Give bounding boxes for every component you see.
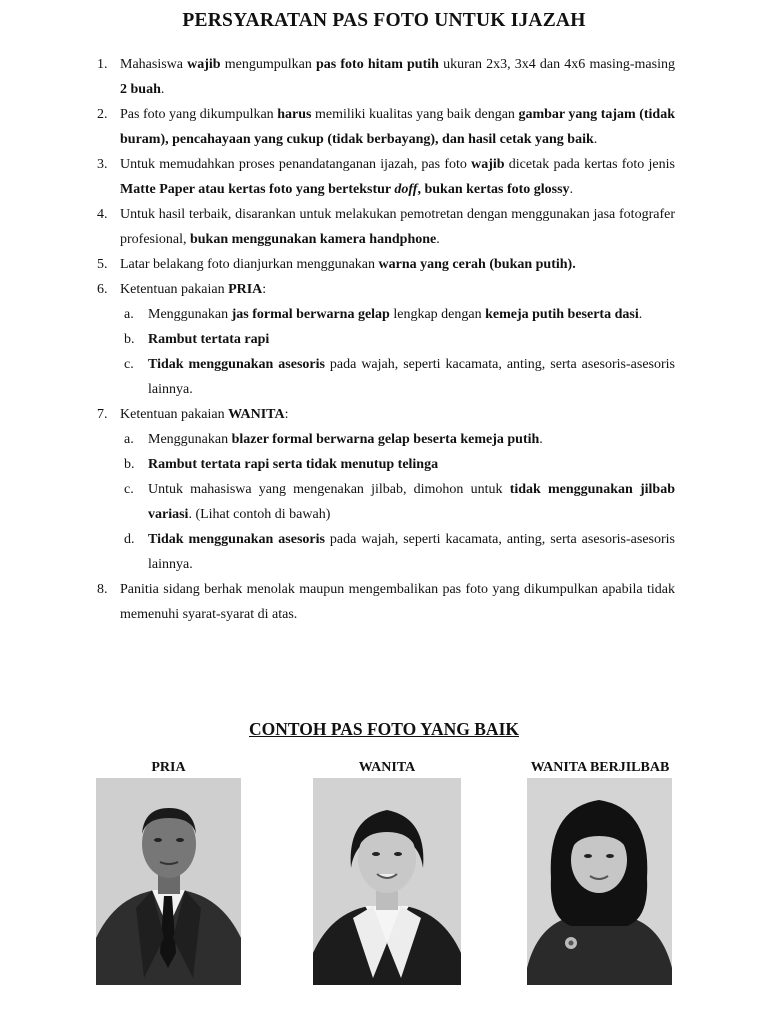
text-segment: 2 buah	[120, 82, 161, 97]
text-segment: .	[569, 182, 574, 197]
sub-requirement-item	[120, 527, 675, 577]
text-segment: . (Lihat contoh di bawah)	[188, 507, 331, 522]
sub-requirement-letter: c.	[124, 482, 134, 497]
requirement-number: 5.	[97, 257, 108, 272]
requirement-item	[92, 277, 675, 402]
sub-requirement-item	[120, 327, 675, 352]
text-segment: jas formal berwarna gelap	[231, 307, 390, 322]
requirements-list	[92, 52, 675, 627]
text-segment: , bukan kertas foto glossy	[417, 182, 570, 197]
sub-requirement-letter: d.	[124, 532, 135, 547]
sub-requirement-item	[120, 452, 675, 477]
text-segment: Pas foto yang dikumpulkan	[120, 107, 278, 122]
text-segment: Latar belakang foto dianjurkan menggunakan	[120, 257, 379, 272]
text-segment: .	[638, 307, 643, 322]
requirement-text	[120, 577, 675, 627]
text-segment: wajib	[471, 157, 505, 172]
requirement-item	[92, 52, 675, 102]
requirement-item	[92, 102, 675, 152]
text-segment: pada wajah, seperti kacamata, anting, serta asesoris-asesoris lainnya.	[148, 357, 675, 397]
requirement-item	[92, 202, 675, 252]
photo-wanita	[313, 778, 461, 985]
requirement-number: 6.	[97, 282, 108, 297]
text-segment: tidak menggunakan jilbab variasi	[148, 482, 675, 522]
requirement-item	[92, 402, 675, 577]
sub-requirement-item	[120, 477, 675, 527]
requirement-text	[120, 52, 675, 102]
sub-requirement-text	[148, 352, 675, 402]
requirement-text	[120, 402, 675, 427]
examples-heading: CONTOH PAS FOTO YANG BAIK	[248, 719, 519, 739]
text-segment: Menggunakan	[148, 307, 232, 322]
requirement-number: 8.	[97, 582, 108, 597]
sub-requirement-item	[120, 427, 675, 452]
text-segment: mengumpulkan	[220, 57, 316, 72]
text-segment: Mahasiswa	[120, 57, 188, 72]
sub-requirement-list	[120, 302, 675, 402]
text-segment: Rambut tertata rapi	[148, 332, 270, 347]
text-segment: :	[284, 407, 289, 422]
requirement-number: 1.	[97, 57, 108, 72]
text-segment: PRIA	[228, 282, 263, 297]
requirement-text	[120, 102, 675, 152]
sub-requirement-text	[148, 452, 675, 477]
requirement-text	[120, 152, 675, 202]
page-title: PERSYARATAN PAS FOTO UNTUK IJAZAH	[182, 10, 586, 31]
text-segment: Untuk mahasiswa yang mengenakan jilbab, dimohon untuk	[148, 482, 510, 497]
sub-requirement-text	[148, 477, 675, 527]
text-segment: WANITA	[228, 407, 285, 422]
sub-requirement-text	[148, 302, 675, 327]
photo-label-wanita: WANITA	[358, 760, 416, 775]
sub-requirement-list	[120, 427, 675, 577]
sub-requirement-letter: a.	[124, 432, 134, 447]
requirement-text	[120, 277, 675, 302]
text-segment: Matte Paper atau kertas foto yang bertekstur	[120, 182, 395, 197]
text-segment: Untuk memudahkan proses penandatanganan ijazah, pas foto	[120, 157, 472, 172]
text-segment: .	[539, 432, 543, 447]
requirement-item	[92, 577, 675, 627]
text-segment: kemeja putih beserta dasi	[485, 307, 639, 322]
requirement-item	[92, 252, 675, 277]
sub-requirement-item	[120, 352, 675, 402]
text-segment: pada wajah, seperti kacamata, anting, serta asesoris-asesoris lainnya.	[148, 532, 675, 572]
requirement-text	[120, 202, 675, 252]
text-segment: bukan menggunakan kamera handphone	[189, 232, 437, 247]
text-segment: wajib	[187, 57, 221, 72]
requirement-item	[92, 152, 675, 202]
sub-requirement-text	[148, 527, 675, 577]
text-segment: Untuk hasil terbaik, disarankan untuk melakukan pemotretan dengan menggunakan jasa fotografer profesional,	[120, 207, 675, 247]
sub-requirement-letter: c.	[124, 357, 134, 372]
requirement-text	[120, 252, 675, 277]
sub-requirement-letter: b.	[124, 457, 135, 472]
text-segment: Ketentuan pakaian	[120, 407, 229, 422]
requirement-number: 7.	[97, 407, 108, 422]
text-segment: blazer formal berwarna gelap beserta kemeja putih	[231, 432, 540, 447]
photo-wanita-berjilbab	[527, 778, 672, 985]
text-segment: Rambut tertata rapi serta tidak menutup telinga	[148, 457, 439, 472]
text-segment: Tidak menggunakan asesoris	[148, 532, 325, 547]
photo-label-pria: PRIA	[151, 760, 186, 775]
sub-requirement-item	[120, 302, 675, 327]
text-segment: gambar yang tajam (tidak buram), pencahayaan yang cukup (tidak berbayang), dan hasil cetak yang baik	[120, 107, 676, 147]
text-segment: Menggunakan	[148, 432, 232, 447]
photo-pria	[96, 778, 241, 985]
text-segment: harus	[277, 107, 312, 122]
text-segment: :	[262, 282, 267, 297]
requirement-number: 4.	[97, 207, 108, 222]
text-segment: doff	[394, 182, 418, 197]
text-segment: .	[160, 82, 165, 97]
sub-requirement-text	[148, 327, 675, 352]
text-segment: ukuran 2x3, 3x4 dan 4x6 masing-masing	[438, 57, 675, 72]
sub-requirement-letter: b.	[124, 332, 135, 347]
text-segment: memiliki kualitas yang baik dengan	[311, 107, 519, 122]
text-segment: warna yang cerah (bukan putih).	[378, 257, 576, 272]
text-segment: .	[593, 132, 598, 147]
sub-requirement-text	[148, 427, 675, 452]
text-segment: Tidak menggunakan asesoris	[148, 357, 325, 372]
sub-requirement-letter: a.	[124, 307, 134, 322]
text-segment: Panitia sidang berhak menolak maupun mengembalikan pas foto yang dikumpulkan apabila tidak memenuhi syarat-syarat di atas.	[120, 582, 675, 622]
text-segment: lengkap dengan	[389, 307, 486, 322]
requirement-number: 2.	[97, 107, 108, 122]
text-segment: Ketentuan pakaian	[120, 282, 229, 297]
requirement-number: 3.	[97, 157, 108, 172]
photo-label-wanita-berjilbab: WANITA BERJILBAB	[530, 760, 670, 775]
text-segment: pas foto hitam putih	[316, 57, 439, 72]
text-segment: .	[436, 232, 440, 247]
text-segment: dicetak pada kertas foto jenis	[504, 157, 675, 172]
